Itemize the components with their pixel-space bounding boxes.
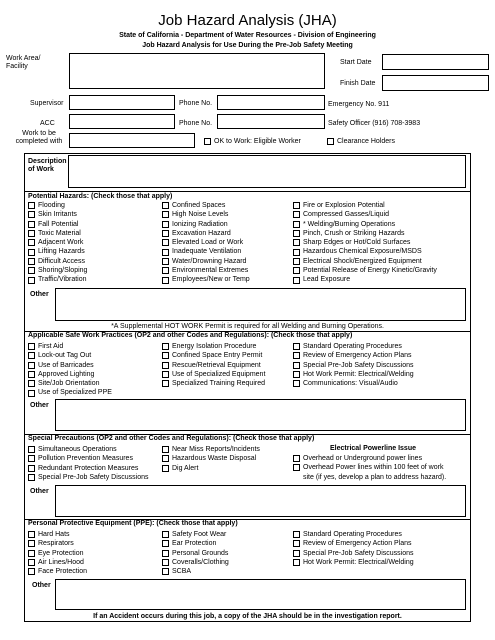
list-item[interactable]: Use of Specialized PPE (28, 388, 112, 397)
checkbox[interactable] (162, 352, 169, 359)
checkbox[interactable] (293, 239, 300, 246)
practices-col1 (28, 342, 112, 398)
list-item[interactable]: Hot Work Permit: Electrical/Welding (293, 370, 414, 379)
checkbox[interactable] (293, 371, 300, 378)
checkbox[interactable] (28, 380, 35, 387)
hazards-col1 (28, 201, 87, 285)
precautions-other-field[interactable] (55, 485, 466, 517)
list-item[interactable]: High Noise Levels (162, 210, 250, 219)
clearance-holders-checkbox[interactable] (327, 138, 334, 145)
work-area-field[interactable] (69, 53, 325, 89)
hazards-other-field[interactable] (55, 288, 466, 321)
hazards-other-label: Other (30, 291, 49, 298)
list-item[interactable]: Skin Irritants (28, 210, 87, 219)
precautions-heading: Special Precautions (OP2 and other Codes and Regulations): (Check those that apply) (28, 435, 315, 442)
checkbox[interactable] (28, 465, 35, 472)
list-item[interactable]: Overhead or Underground power lines (293, 454, 446, 463)
ppe-col1 (28, 530, 87, 576)
checkbox[interactable] (28, 550, 35, 557)
ppe-col2 (162, 530, 229, 576)
precautions-col2 (162, 445, 260, 473)
checkbox[interactable] (28, 202, 35, 209)
divider (24, 191, 471, 192)
safety-officer: Safety Officer (916) 708-3983 (328, 120, 421, 127)
list-item[interactable]: Hazardous Waste Disposal (162, 454, 260, 463)
supervisor-phone-field[interactable] (217, 95, 325, 110)
practices-col3 (293, 342, 414, 388)
checkbox[interactable] (293, 455, 300, 462)
list-item[interactable]: Safety Foot Wear (162, 530, 229, 539)
checkbox[interactable] (162, 455, 169, 462)
checkbox[interactable] (162, 202, 169, 209)
list-item[interactable]: Shoring/Sloping (28, 266, 87, 275)
checkbox[interactable] (28, 455, 35, 462)
list-item[interactable]: Site/Job Orientation (28, 379, 112, 388)
list-item[interactable]: Lead Exposure (293, 275, 437, 284)
checkbox[interactable] (293, 258, 300, 265)
checkbox[interactable] (28, 249, 35, 256)
list-item[interactable]: Elevated Load or Work (162, 238, 250, 247)
supervisor-label: Supervisor (30, 100, 64, 107)
list-item[interactable]: Confined Spaces (162, 201, 250, 210)
list-item[interactable]: Standard Operating Procedures (293, 530, 414, 539)
checkbox[interactable] (162, 343, 169, 350)
checkbox[interactable] (293, 531, 300, 538)
list-item[interactable]: Personal Grounds (162, 549, 229, 558)
checkbox[interactable] (28, 343, 35, 350)
list-item[interactable]: Review of Emergency Action Plans (293, 351, 414, 360)
checkbox[interactable] (28, 371, 35, 378)
checkbox[interactable] (293, 221, 300, 228)
list-item[interactable]: Confined Space Entry Permit (162, 351, 265, 360)
checkbox[interactable] (28, 239, 35, 246)
checkbox[interactable] (162, 258, 169, 265)
list-item[interactable]: Standard Operating Procedures (293, 342, 414, 351)
emergency-number: Emergency No. 911 (328, 101, 390, 108)
list-item[interactable]: Redundant Protection Measures (28, 464, 149, 473)
list-item[interactable]: Rescue/Retrieval Equipment (162, 361, 265, 370)
finish-date-label: Finish Date (340, 80, 376, 87)
list-item[interactable]: Near Miss Reports/Incidents (162, 445, 260, 454)
checkbox[interactable] (28, 568, 35, 575)
checkbox[interactable] (28, 531, 35, 538)
checkbox[interactable] (28, 221, 35, 228)
checkbox[interactable] (293, 380, 300, 387)
checkbox[interactable] (162, 249, 169, 256)
checkbox[interactable] (28, 352, 35, 359)
checkbox[interactable] (293, 249, 300, 256)
list-item[interactable]: Lock-out Tag Out (28, 351, 112, 360)
ppe-heading: Personal Protective Equipment (PPE): (Check those that apply) (28, 520, 238, 527)
checkbox[interactable] (293, 230, 300, 237)
list-item[interactable]: Sharp Edges or Hot/Cold Surfaces (293, 238, 437, 247)
checkbox[interactable] (162, 446, 169, 453)
list-item[interactable]: Employees/New or Temp (162, 275, 250, 284)
checkbox[interactable] (162, 371, 169, 378)
list-item[interactable]: Energy Isolation Procedure (162, 342, 265, 351)
checkbox[interactable] (293, 343, 300, 350)
checkbox[interactable] (293, 362, 300, 369)
ok-to-work-checkbox[interactable] (204, 138, 211, 145)
checkbox[interactable] (28, 540, 35, 547)
list-item[interactable]: Excavation Hazard (162, 229, 250, 238)
precautions-col1 (28, 445, 149, 482)
list-item[interactable]: Fall Potential (28, 220, 87, 229)
list-item[interactable]: First Aid (28, 342, 112, 351)
list-item[interactable]: * Welding/Burning Operations (293, 220, 437, 229)
list-item[interactable]: Pollution Prevention Measures (28, 454, 149, 463)
checkbox[interactable] (162, 559, 169, 566)
checkbox[interactable] (162, 211, 169, 218)
checkbox[interactable] (162, 568, 169, 575)
checkbox[interactable] (162, 465, 169, 472)
ppe-other-label: Other (32, 582, 51, 589)
list-item[interactable]: Communications: Visual/Audio (293, 379, 414, 388)
list-item[interactable]: Fire or Explosion Potential (293, 201, 437, 210)
checkbox[interactable] (28, 446, 35, 453)
page-title: Job Hazard Analysis (JHA) (158, 12, 337, 29)
checkbox[interactable] (162, 239, 169, 246)
practices-heading: Applicable Safe Work Practices (OP2 and other Codes and Regulations): (Check those that apply) (28, 332, 353, 339)
list-item[interactable]: Compressed Gasses/Liquid (293, 210, 437, 219)
list-item[interactable]: Lifting Hazards (28, 247, 87, 256)
precautions-col3 (293, 454, 446, 482)
finish-date-field[interactable] (382, 75, 489, 91)
checkbox[interactable] (28, 230, 35, 237)
list-item[interactable]: Hot Work Permit: Electrical/Welding (293, 558, 414, 567)
acc-field[interactable] (69, 114, 175, 129)
phone-label-acc: Phone No. (179, 120, 213, 127)
checkbox[interactable] (28, 258, 35, 265)
practices-other-label: Other (30, 402, 49, 409)
list-item[interactable]: Ionizing Radiation (162, 220, 250, 229)
checkbox[interactable] (293, 352, 300, 359)
checkbox[interactable] (162, 267, 169, 274)
checkbox[interactable] (162, 550, 169, 557)
checkbox[interactable] (293, 267, 300, 274)
ppe-col3 (293, 530, 414, 567)
checkbox[interactable] (162, 362, 169, 369)
checkbox[interactable] (293, 464, 300, 471)
checkbox[interactable] (293, 211, 300, 218)
hazards-col2 (162, 201, 250, 285)
checkbox[interactable] (293, 540, 300, 547)
checkbox[interactable] (162, 277, 169, 284)
checkbox[interactable] (293, 277, 300, 284)
hot-work-footnote: *A Supplemental HOT WORK Permit is required for all Welding and Burning Operations. (111, 323, 384, 330)
agency-line: State of California - Department of Water Resources - Division of Engineering (119, 32, 376, 39)
checkbox[interactable] (293, 550, 300, 557)
list-item[interactable]: Inadequate Ventilation (162, 247, 250, 256)
list-item[interactable]: Specialized Training Required (162, 379, 265, 388)
list-item[interactable]: Ear Protection (162, 539, 229, 548)
list-item[interactable]: Face Protection (28, 567, 87, 576)
list-item[interactable]: Review of Emergency Action Plans (293, 539, 414, 548)
list-item[interactable]: Adjacent Work (28, 238, 87, 247)
supervisor-field[interactable] (69, 95, 175, 110)
list-item[interactable]: Pinch, Crush or Striking Hazards (293, 229, 437, 238)
practices-other-field[interactable] (55, 399, 466, 431)
checkbox[interactable] (162, 540, 169, 547)
list-item[interactable]: Overhead Power lines within 100 feet of work (293, 463, 446, 472)
description-label: Description of Work (28, 158, 67, 173)
checkbox[interactable] (28, 390, 35, 397)
ok-to-work-label: OK to Work: Eligible Worker (214, 138, 301, 145)
accident-footer: If an Accident occurs during this job, a copy of the JHA should be in the investigation report. (93, 613, 402, 620)
checkbox[interactable] (28, 362, 35, 369)
list-item[interactable]: Environmental Extremes (162, 266, 250, 275)
list-item[interactable]: Special Pre-Job Safety Discussions (293, 361, 414, 370)
list-item-continuation: site (if yes, develop a plan to address hazard). (303, 473, 447, 481)
list-item[interactable]: Hazardous Chemical Exposure/MSDS (293, 247, 437, 256)
clearance-holders-label: Clearance Holders (337, 138, 395, 145)
checkbox[interactable] (293, 202, 300, 209)
list-item[interactable]: Simultaneous Operations (28, 445, 149, 454)
checkbox[interactable] (28, 211, 35, 218)
powerline-title: Electrical Powerline Issue (330, 445, 416, 452)
work-completed-field[interactable] (69, 133, 195, 148)
hazards-col3 (293, 201, 437, 285)
list-item[interactable]: SCBA (162, 567, 229, 576)
list-item[interactable]: Potential Release of Energy Kinetic/Gravity (293, 266, 437, 275)
checkbox[interactable] (28, 277, 35, 284)
list-item[interactable]: Special Pre-Job Safety Discussions (28, 473, 149, 482)
description-field[interactable] (68, 155, 466, 188)
list-item[interactable]: Traffic/Vibration (28, 275, 87, 284)
checkbox[interactable] (162, 380, 169, 387)
acc-label: ACC (40, 120, 55, 127)
start-date-label: Start Date (340, 59, 372, 66)
list-item[interactable]: Air Lines/Hood (28, 558, 87, 567)
list-item[interactable]: Hard Hats (28, 530, 87, 539)
practices-col2 (162, 342, 265, 388)
list-item[interactable]: Flooding (28, 201, 87, 210)
checkbox[interactable] (162, 221, 169, 228)
checkbox[interactable] (28, 474, 35, 481)
checkbox[interactable] (162, 230, 169, 237)
list-item[interactable]: Approved Lighting (28, 370, 112, 379)
acc-phone-field[interactable] (217, 114, 325, 129)
list-item[interactable]: Eye Protection (28, 549, 87, 558)
list-item[interactable]: Difficult Access (28, 257, 87, 266)
list-item[interactable]: Special Pre-Job Safety Discussions (293, 549, 414, 558)
checkbox[interactable] (293, 559, 300, 566)
checkbox[interactable] (28, 267, 35, 274)
list-item[interactable]: Use of Barricades (28, 361, 112, 370)
list-item[interactable]: Use of Specialized Equipment (162, 370, 265, 379)
precautions-other-label: Other (30, 488, 49, 495)
list-item[interactable]: Respirators (28, 539, 87, 548)
work-completed-label: Work to be completed with (15, 130, 63, 145)
list-item[interactable]: Water/Drowning Hazard (162, 257, 250, 266)
start-date-field[interactable] (382, 54, 489, 70)
purpose-line: Job Hazard Analysis for Use During the Pre-Job Safety Meeting (142, 42, 353, 49)
list-item[interactable]: Toxic Material (28, 229, 87, 238)
checkbox[interactable] (28, 559, 35, 566)
list-item[interactable]: Dig Alert (162, 464, 260, 473)
phone-label-supervisor: Phone No. (179, 100, 213, 107)
checkbox[interactable] (162, 531, 169, 538)
ppe-other-field[interactable] (55, 579, 466, 610)
work-area-label: Work Area/ Facility (6, 55, 41, 70)
list-item[interactable]: Electrical Shock/Energized Equipment (293, 257, 437, 266)
hazards-heading: Potential Hazards: (Check those that apply) (28, 193, 173, 200)
list-item[interactable]: Coveralls/Clothing (162, 558, 229, 567)
